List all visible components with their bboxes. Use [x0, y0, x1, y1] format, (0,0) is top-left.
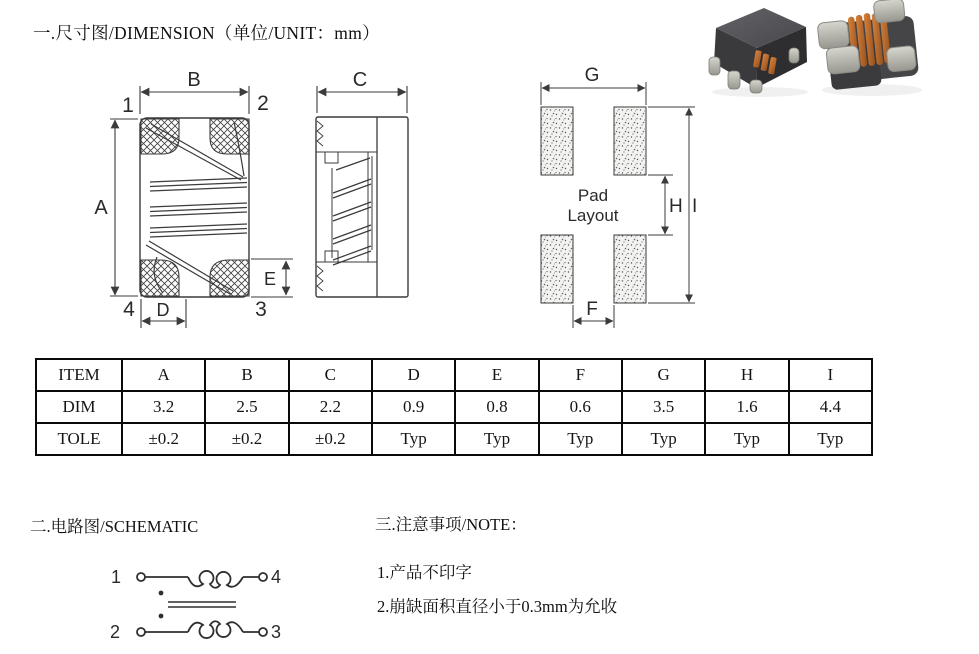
pin-label-3: 3	[255, 298, 267, 321]
table-cell: 0.8	[455, 391, 538, 423]
polarity-dot	[159, 614, 164, 619]
terminal-circle-1	[137, 573, 145, 581]
dim-label-a: A	[94, 197, 108, 219]
terminal-circle-2	[137, 628, 145, 636]
table-cell: 3.5	[622, 391, 705, 423]
table-cell: I	[789, 359, 872, 391]
table-cell: ±0.2	[205, 423, 288, 455]
table-cell: 4.4	[789, 391, 872, 423]
core-lines	[168, 602, 236, 607]
page-title: 一.尺寸图/DIMENSION（单位/UNIT：mm）	[33, 23, 380, 43]
table-cell: B	[205, 359, 288, 391]
front-view-drawing	[94, 69, 293, 328]
table-cell: G	[622, 359, 705, 391]
table-cell: Typ	[372, 423, 455, 455]
table-cell: D	[372, 359, 455, 391]
solder-pads	[541, 107, 646, 303]
terminal-section-marks	[317, 266, 323, 291]
schematic-pin-2: 2	[109, 622, 121, 642]
primary-coil	[188, 571, 243, 588]
dim-label-d: D	[156, 300, 170, 320]
secondary-coil	[188, 621, 243, 638]
pin-label-2: 2	[257, 92, 269, 115]
pad-layout-caption-line1: Pad	[577, 186, 609, 205]
table-cell: DIM	[36, 391, 122, 423]
table-cell: E	[455, 359, 538, 391]
note-item: 1.产品不印字	[377, 563, 472, 582]
side-winding-lines	[332, 156, 372, 265]
table-cell: Typ	[622, 423, 705, 455]
table-cell: 0.9	[372, 391, 455, 423]
terminal-section-marks	[317, 121, 323, 146]
dim-label-c: C	[352, 69, 368, 91]
table-cell: 2.5	[205, 391, 288, 423]
dim-label-b: B	[187, 69, 201, 91]
terminal-circle-3	[259, 628, 267, 636]
table-cell: 1.6	[705, 391, 788, 423]
dim-label-i: I	[692, 196, 698, 217]
schematic-pin-1: 1	[110, 567, 122, 587]
dim-label-f: F	[586, 299, 598, 320]
schematic-section-title: 二.电路图/SCHEMATIC	[30, 517, 199, 536]
table-cell: 0.6	[539, 391, 622, 423]
table-cell: F	[539, 359, 622, 391]
table-cell: ±0.2	[289, 423, 372, 455]
component-photo-left	[709, 8, 807, 93]
table-cell: Typ	[539, 423, 622, 455]
table-cell: TOLE	[36, 423, 122, 455]
dim-label-h: H	[669, 196, 683, 217]
table-cell: ITEM	[36, 359, 122, 391]
polarity-dot	[159, 591, 164, 596]
table-cell: Typ	[455, 423, 538, 455]
table-cell: ±0.2	[122, 423, 205, 455]
note-section-title: 三.注意事项/NOTE：	[375, 515, 527, 534]
table-cell: 2.2	[289, 391, 372, 423]
schematic-pin-3: 3	[270, 622, 282, 642]
dim-label-g: G	[584, 65, 600, 86]
pin-label-4: 4	[123, 298, 135, 321]
table-cell: A	[122, 359, 205, 391]
table-cell: H	[705, 359, 788, 391]
product-photo	[709, 0, 922, 97]
table-cell: Typ	[789, 423, 872, 455]
dim-label-e: E	[263, 269, 277, 289]
schematic-drawing	[110, 567, 281, 642]
table-cell: C	[289, 359, 372, 391]
pin-label-1: 1	[122, 94, 134, 117]
table-cell: 3.2	[122, 391, 205, 423]
pad-layout-drawing	[541, 65, 697, 328]
side-view-drawing	[316, 69, 408, 297]
terminal-circle-4	[259, 573, 267, 581]
table-cell: Typ	[705, 423, 788, 455]
schematic-pin-4: 4	[270, 567, 282, 587]
pad-layout-caption-line2: Layout	[567, 206, 619, 225]
dimension-a	[110, 119, 138, 296]
component-photo-right	[815, 0, 919, 91]
note-item: 2.崩缺面积直径小于0.3mm为允收	[377, 597, 618, 616]
